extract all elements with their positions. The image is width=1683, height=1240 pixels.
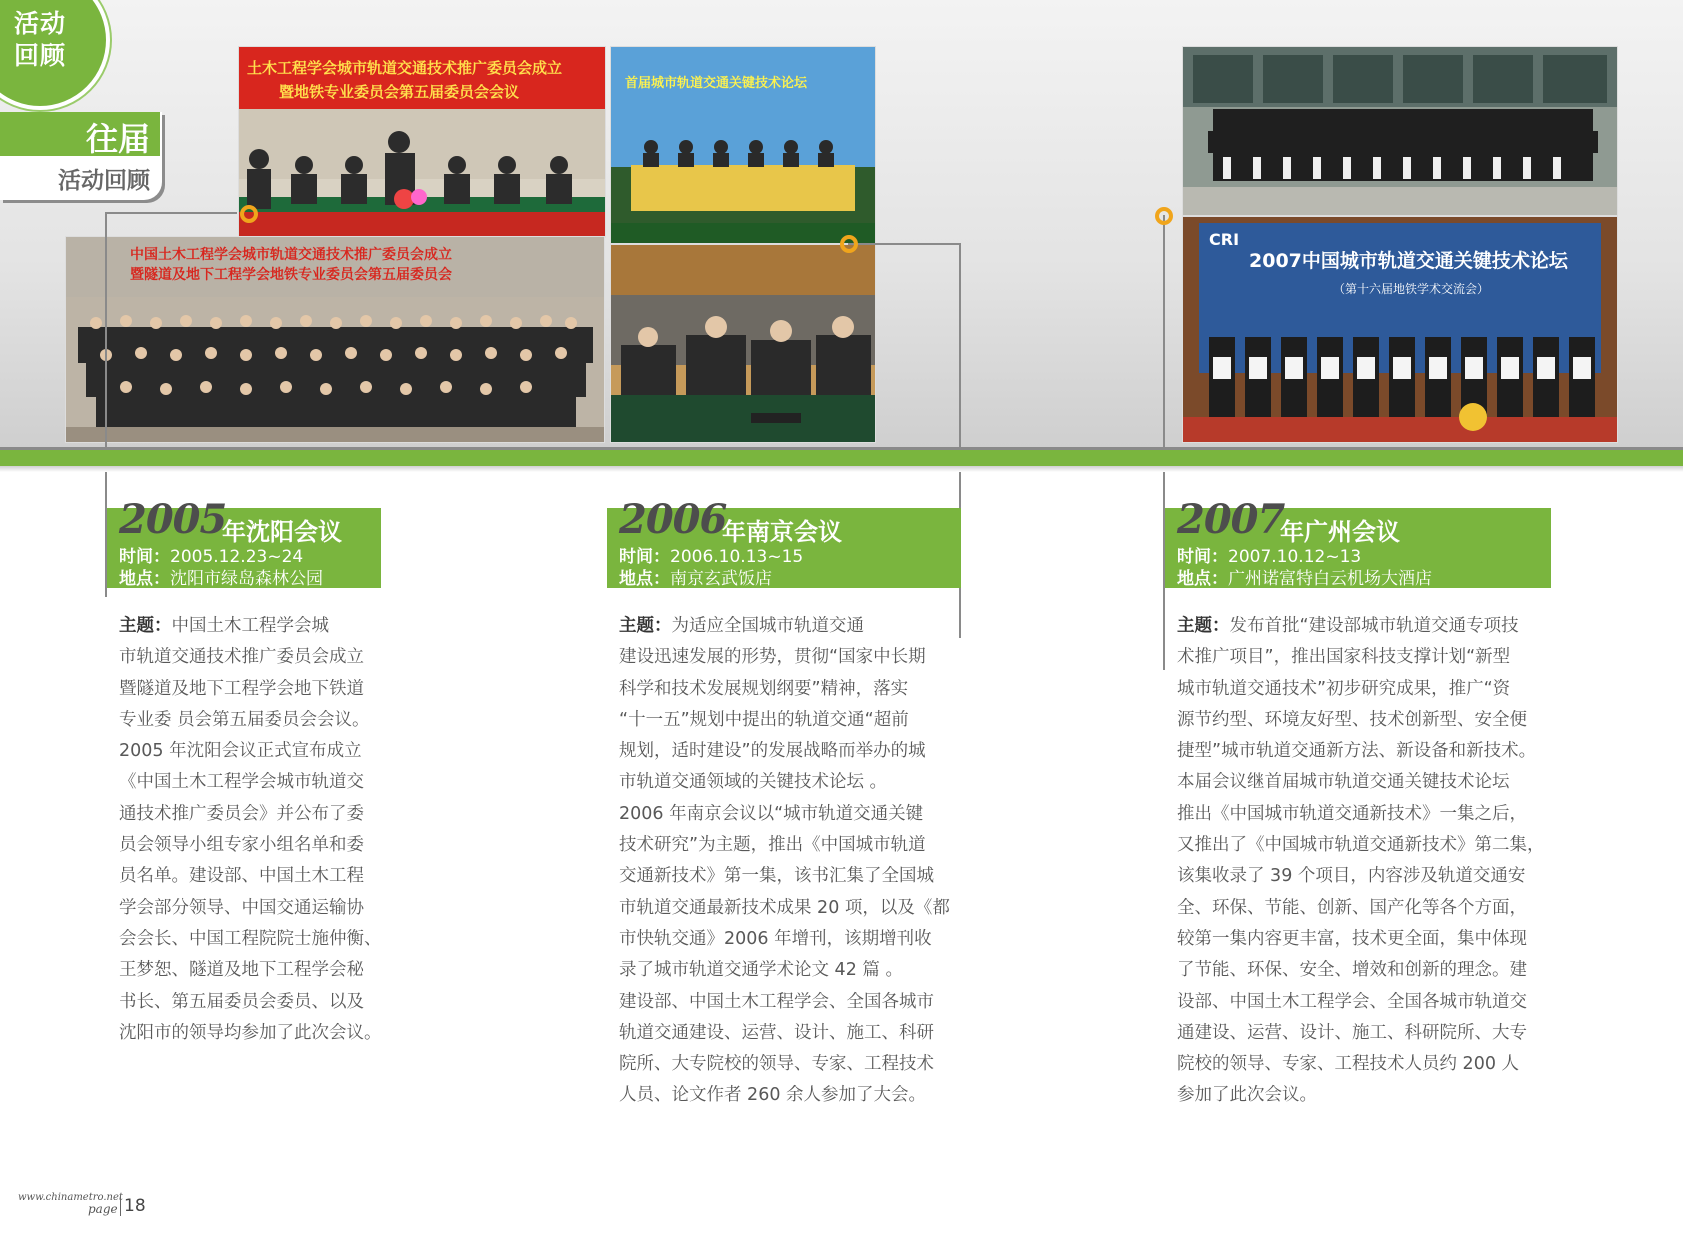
photo-2005-podium-banner-line2: 暨地铁专业委员会第五届委员会会议: [279, 83, 520, 101]
event-2006-line: 建设部、中国土木工程学会、全国各城市: [619, 991, 934, 1012]
photo-2005-group-banner-line2: 暨隧道及地下工程学会地铁专业委员会第五届委员会: [130, 267, 452, 283]
event-2006-line: 交通新技术》第一集，该书汇集了全国城: [619, 866, 934, 887]
event-2006-place: 南京玄武饭店: [670, 569, 772, 589]
event-2005-line: 王梦恕、隧道及地下工程学会秘: [119, 960, 364, 981]
photo-2007-group: [1182, 46, 1618, 216]
event-2005-line: 员会领导小组专家小组名单和委: [119, 835, 364, 856]
event-2007-line: 通建设、运营、设计、施工、科研院所、大专: [1177, 1022, 1527, 1043]
event-2005-place-row: [119, 564, 323, 589]
timeline-marker-2006: [840, 235, 858, 253]
photo-2007-stage-banner: 2007中国城市轨道交通关键技术论坛: [1249, 250, 1568, 272]
event-2006-line: 市轨道交通最新技术成果 20 项，以及《都: [619, 897, 950, 918]
event-2005-theme-label: 主题：: [119, 616, 172, 636]
event-2007-line: 城市轨道交通技术”初步研究成果，推广“资: [1177, 678, 1511, 699]
event-2006-line: 轨道交通建设、运营、设计、施工、科研: [619, 1022, 934, 1043]
event-2007-line: 设部、中国土木工程学会、全国各城市轨道交: [1177, 991, 1527, 1012]
event-2006-time-label: 时间：: [619, 547, 670, 567]
photo-2005-group-banner-line1: 中国土木工程学会城市轨道交通技术推广委员会成立: [130, 247, 452, 263]
event-2006-line: 人员、论文作者 260 余人参加了大会。: [619, 1085, 927, 1106]
timeline-marker-2005: [240, 205, 258, 223]
event-2006-theme-label: 主题：: [619, 616, 672, 636]
footer-url: www.chinametro.net: [18, 1192, 123, 1203]
connector-2006-h: [848, 243, 960, 245]
page-number: 18: [120, 1196, 146, 1216]
event-2005-line: 市轨道交通技术推广委员会成立: [119, 647, 364, 668]
event-2007-description: [1177, 611, 1577, 1112]
event-2007-title: 年广州会议: [1280, 518, 1400, 546]
event-2005-place: 沈阳市绿岛森林公园: [170, 569, 323, 589]
timeline-marker-2007: [1155, 207, 1173, 225]
event-2005-time-label: 时间：: [119, 547, 170, 567]
event-2006-banner: [607, 496, 961, 589]
photo-2006-stage: [610, 46, 876, 244]
event-2007-line: 全、环保、节能、创新、国产化等各个方面，: [1177, 897, 1527, 918]
photo-2007-stage: [1182, 216, 1618, 443]
event-2006-place-row: [619, 564, 772, 589]
event-2007-line: 院校的领导、专家、工程技术人员约 200 人: [1177, 1054, 1520, 1075]
event-2006-description: [619, 611, 969, 1112]
event-2006-line: 录了城市轨道交通学术论文 42 篇 。: [619, 960, 903, 981]
event-2007-place: 广州诺富特白云机场大酒店: [1228, 569, 1432, 589]
event-2005-line: 《中国土木工程学会城市轨道交: [119, 772, 364, 793]
event-2006-time: 2006.10.13~15: [670, 547, 804, 567]
connector-2007-v: [1163, 215, 1165, 670]
photo-2005-group: [65, 236, 605, 443]
event-2006-line: 市轨道交通领域的关键技术论坛 。: [619, 772, 888, 793]
section-badge-label: 活动回顾: [14, 9, 67, 70]
event-2007-theme-label: 主题：: [1177, 616, 1230, 636]
event-2007-line: 源节约型、环境友好型、技术创新型、安全便: [1177, 709, 1527, 730]
event-2005-line: 通技术推广委员会》并公布了委: [119, 803, 364, 824]
event-2005-line: 书长、第五届委员会委员、以及: [119, 991, 364, 1012]
event-2007-line: 又推出了《中国城市轨道交通新技术》第二集，: [1177, 835, 1545, 856]
event-2007-line: 该集收录了 39 个项目，内容涉及轨道交通安: [1177, 866, 1526, 887]
event-2005-line: 会会长、中国工程院院士施仲衡、: [119, 928, 382, 949]
section-tab: [0, 112, 162, 200]
event-2005-time: 2005.12.23~24: [170, 547, 304, 567]
section-tab-title: 往届: [85, 120, 150, 158]
photo-2006-stage-banner: 首届城市轨道交通关键技术论坛: [625, 76, 808, 91]
event-2006-line: 建设迅速发展的形势，贯彻“国家中长期: [619, 647, 926, 668]
event-2007-place-label: 地点：: [1177, 569, 1228, 589]
event-2006-line: 2006 年南京会议以“城市轨道交通关键: [619, 803, 924, 824]
timeline-bar: [0, 450, 1683, 466]
event-2005-line: 专业委 员会第五届委员会会议。: [119, 709, 370, 730]
photo-2007-stage-logo: CRI: [1209, 230, 1240, 249]
event-2007-banner: [1165, 496, 1551, 589]
event-2007-line: 发布首批“建设部城市轨道交通专项技: [1229, 616, 1519, 636]
event-2007-year: 2007: [1177, 496, 1285, 543]
event-2006-title: 年南京会议: [722, 518, 842, 546]
event-2006-line: 技术研究”为主题，推出《中国城市轨道: [619, 835, 926, 856]
event-2007-line: 推出《中国城市轨道交通新技术》一集之后，: [1177, 803, 1527, 824]
event-2007-line: 术推广项目”，推出国家科技支撑计划“新型: [1177, 647, 1511, 668]
event-2007-line: 捷型”城市轨道交通新方法、新设备和新技术。: [1177, 741, 1537, 762]
event-2005-description: [119, 611, 409, 1049]
event-2005-year: 2005: [119, 496, 227, 543]
photo-2005-podium-banner-line1: 土木工程学会城市轨道交通技术推广委员会成立: [247, 59, 563, 77]
event-2006-line: 院所、大专院校的领导、专家、工程技术: [619, 1054, 934, 1075]
event-2006-line: 科学和技术发展规划纲要”精神，落实: [619, 678, 909, 699]
connector-2005-h: [105, 212, 237, 214]
photo-2005-podium: [238, 46, 606, 238]
timeline-shadow: [0, 466, 1683, 472]
photo-2006-audience: [610, 244, 876, 443]
event-2006-line: 规划，适时建设”的发展战略而举办的城: [619, 741, 926, 762]
event-2005-title: 年沈阳会议: [222, 518, 342, 546]
event-2005-line: 员名单。建设部、中国土木工程: [119, 866, 364, 887]
footer-page-label: page: [88, 1202, 118, 1216]
event-2006-place-label: 地点：: [619, 569, 670, 589]
event-2007-line: 较第一集内容更丰富，技术更全面，集中体现: [1177, 928, 1527, 949]
event-2005-line: 2005 年沈阳会议正式宣布成立: [119, 741, 362, 762]
event-2006-year: 2006: [619, 496, 727, 543]
event-2007-time: 2007.10.12~13: [1228, 547, 1362, 567]
section-tab-subtitle: 活动回顾: [58, 167, 150, 194]
event-2006-line: 为适应全国城市轨道交通: [671, 616, 864, 636]
event-2005-line: 中国土木工程学会城: [171, 616, 329, 636]
event-2006-line: 市快轨交通》2006 年增刊，该期增刊收: [619, 928, 932, 949]
event-2007-line: 参加了此次会议。: [1177, 1085, 1317, 1106]
event-2006-line: “十一五”规划中提出的轨道交通“超前: [619, 709, 909, 730]
event-2005-place-label: 地点：: [119, 569, 170, 589]
event-2005-line: 沈阳市的领导均参加了此次会议。: [119, 1022, 382, 1043]
event-2007-time-label: 时间：: [1177, 547, 1228, 567]
event-2007-line: 本届会议继首届城市轨道交通关键技术论坛: [1177, 772, 1510, 793]
event-2005-line: 学会部分领导、中国交通运输协: [119, 897, 364, 918]
event-2005-line: 暨隧道及地下工程学会地下铁道: [119, 678, 364, 699]
event-2005-banner: [107, 496, 381, 589]
photo-2007-stage-subtitle: （第十六届地铁学术交流会）: [1333, 282, 1490, 296]
event-2007-place-row: [1177, 564, 1432, 589]
event-2007-line: 了节能、环保、安全、增效和创新的理念。建: [1177, 960, 1527, 981]
